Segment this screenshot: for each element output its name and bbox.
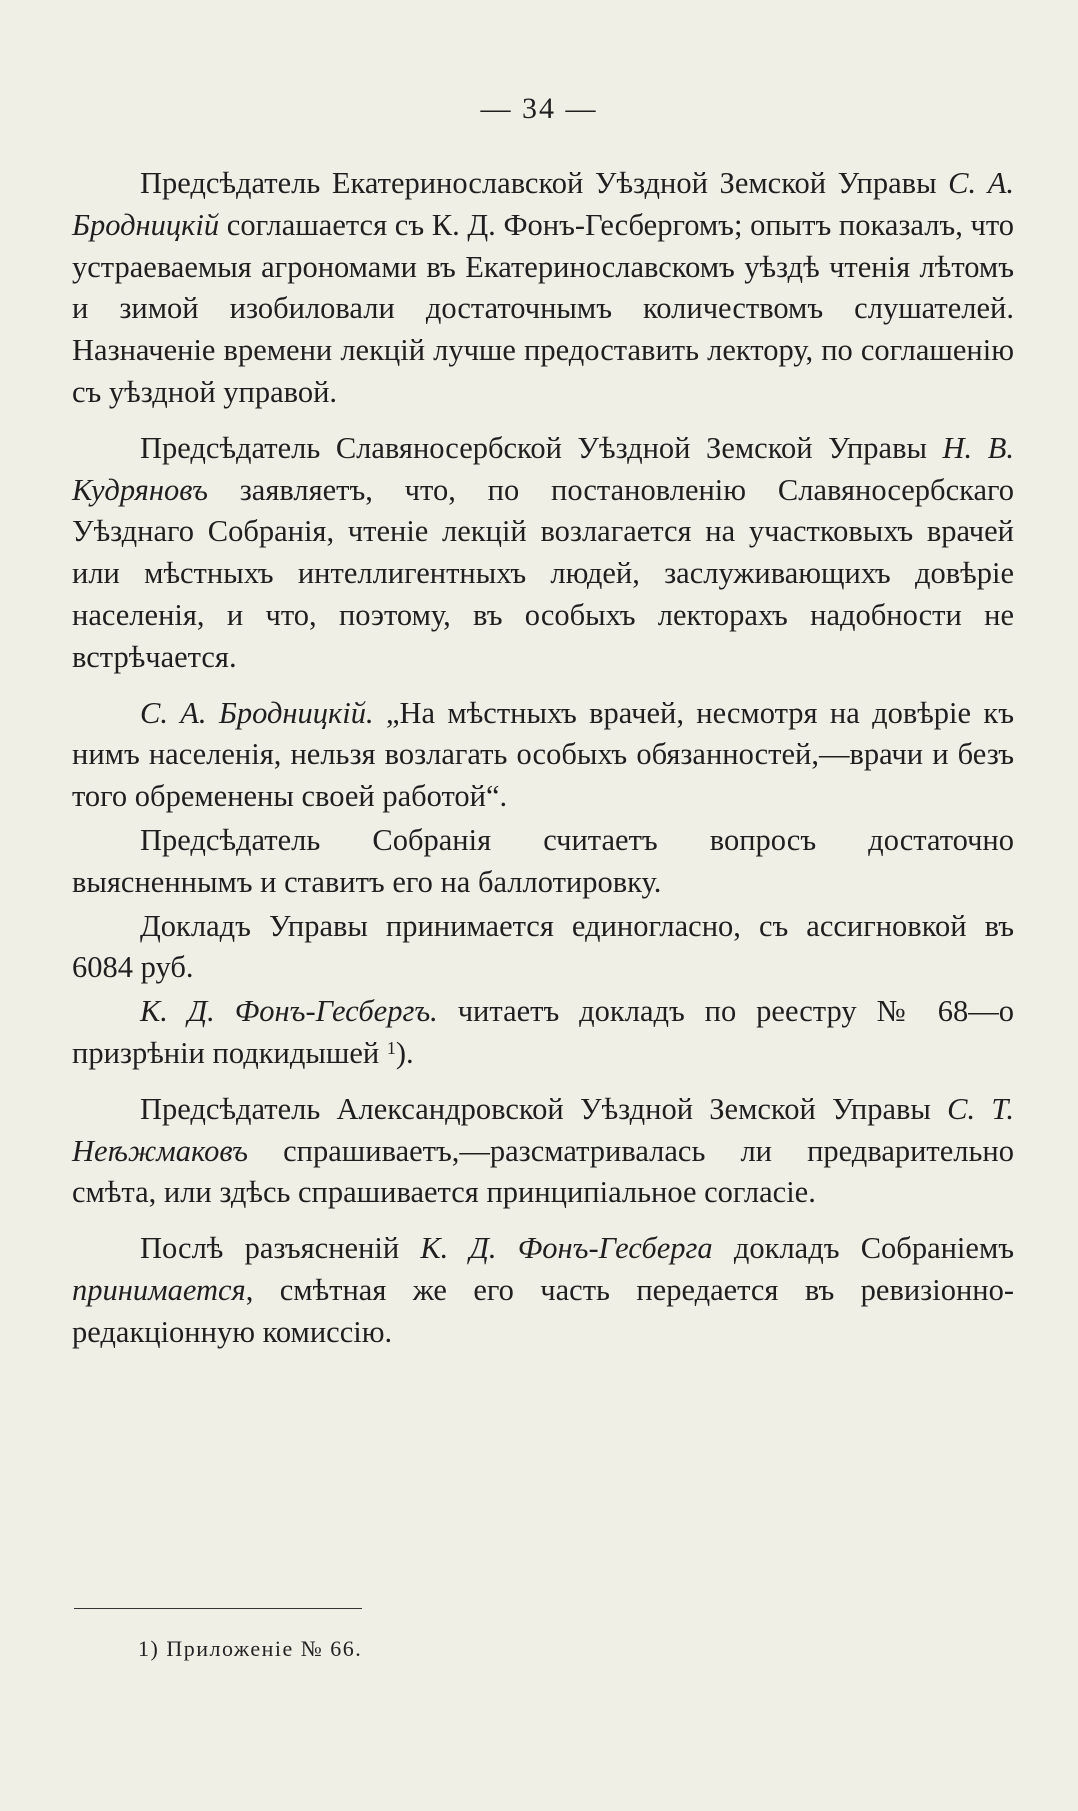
footnote-marker: 1) xyxy=(138,1636,160,1661)
speaker-name: К. Д. Фонъ-Гесбергъ. xyxy=(140,994,438,1029)
paragraph-3: С. А. Бродницкій. „На мѣстныхъ врачей, несмотря на довѣріе къ нимъ населенія, нельзя возлагать особыхъ обязанностей,—врачи и безъ того обременены своей работой“. xyxy=(72,695,1014,814)
speaker-name: С. Т. Неѣжмаковъ xyxy=(72,1091,1015,1168)
paragraph-4: Предсѣдатель Собранія считаетъ вопросъ достаточно выясненнымъ и ставитъ его на баллотировку. xyxy=(72,822,1014,899)
paragraph-1: Предсѣдатель Екатеринославской Уѣздной Земской Управы С. А. Бродницкій соглашается съ К. Д. Фонъ-Гесбергомъ; опытъ показалъ, что устраеваемыя агрономами въ Екатеринославскомъ уѣздѣ чтенія лѣтомъ и зимой изобиловали достаточнымъ количествомъ слушателей. Назначеніе времени лекцій лучше предоставить лектору, по соглашенію съ уѣздной управой. xyxy=(72,166,1014,409)
footnote-text: Приложеніе № 66. xyxy=(166,1636,363,1661)
page-body xyxy=(72,163,1014,1368)
footnote xyxy=(138,1636,362,1662)
speaker-name: Н. В. Кудряновъ xyxy=(72,430,1014,507)
footnote-ref: 1 xyxy=(386,1037,396,1058)
paragraph-5: Докладъ Управы принимается единогласно, съ ассигновкой въ 6084 руб. xyxy=(72,908,1014,985)
speaker-name: С. А. Бродницкій. xyxy=(140,695,374,730)
footnote-divider xyxy=(74,1608,362,1609)
emphasis: принимается xyxy=(72,1272,246,1307)
speaker-name: С. А. Бродницкій xyxy=(72,166,1014,242)
paragraph-8: Послѣ разъясненій К. Д. Фонъ-Гесберга докладъ Собраніемъ принимается, смѣтная же его часть передается въ ревизіонно-редакціонную комиссію. xyxy=(72,1231,1015,1349)
speaker-name: К. Д. Фонъ-Гесберга xyxy=(420,1231,713,1266)
page-number: — 34 — xyxy=(480,92,598,125)
paragraph-7: Предсѣдатель Александровской Уѣздной Земской Управы С. Т. Неѣжмаковъ спрашиваетъ,—разсматривалась ли предварительно смѣта, или здѣсь спрашивается принципіальное согласіе. xyxy=(72,1091,1015,1210)
paragraph-2: Предсѣдатель Славяносербской Уѣздной Земской Управы Н. В. Кудряновъ заявляетъ, что, по постановленію Славяносербскаго Уѣзднаго Собранія, чтеніе лекцій возлагается на участковыхъ врачей или мѣстныхъ интеллигентныхъ людей, заслуживающихъ довѣріе населенія, и что, поэтому, въ особыхъ лекторахъ надобности не встрѣчается. xyxy=(72,430,1014,674)
paragraph-6: К. Д. Фонъ-Гесбергъ. читаетъ докладъ по реестру № 68—о призрѣніи подкидышей $^1$). xyxy=(72,994,1015,1070)
